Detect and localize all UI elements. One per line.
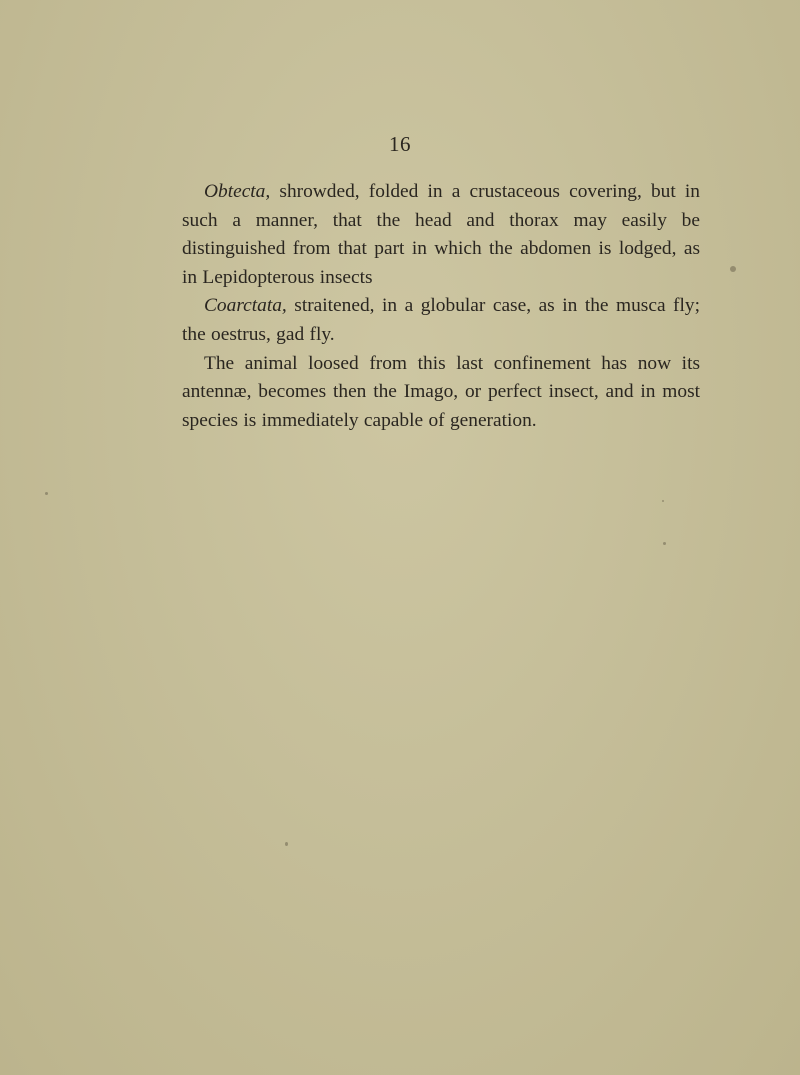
definition-obtecta: shrowded, folded in a crustaceous covering, but in such a manner, that the head and thorax may easily be distinguished from that part in which the abdomen is lodged, as in Lepidopterous insects <box>182 181 700 288</box>
paragraph-obtecta <box>182 178 700 292</box>
paper-speck <box>730 266 736 272</box>
paragraph-coarctata <box>182 292 700 349</box>
paper-speck <box>285 842 288 846</box>
term-obtecta: Obtecta, <box>204 181 271 202</box>
paper-speck <box>662 500 664 502</box>
definition-coarctata: straitened, in a globular case, as in the musca fly; the oestrus, gad fly. <box>182 295 700 345</box>
page-number: 16 <box>389 132 411 156</box>
body-text <box>182 178 700 435</box>
paper-speck <box>663 542 666 545</box>
term-coarctata: Coarctata, <box>204 295 287 317</box>
paragraph-imago <box>182 350 700 436</box>
paper-speck <box>45 492 48 495</box>
imago-text: The animal loosed from this last confinement has now its antennæ, becomes then the Imago, or perfect insect, and in most species is immediately capable of generation. <box>182 352 700 431</box>
